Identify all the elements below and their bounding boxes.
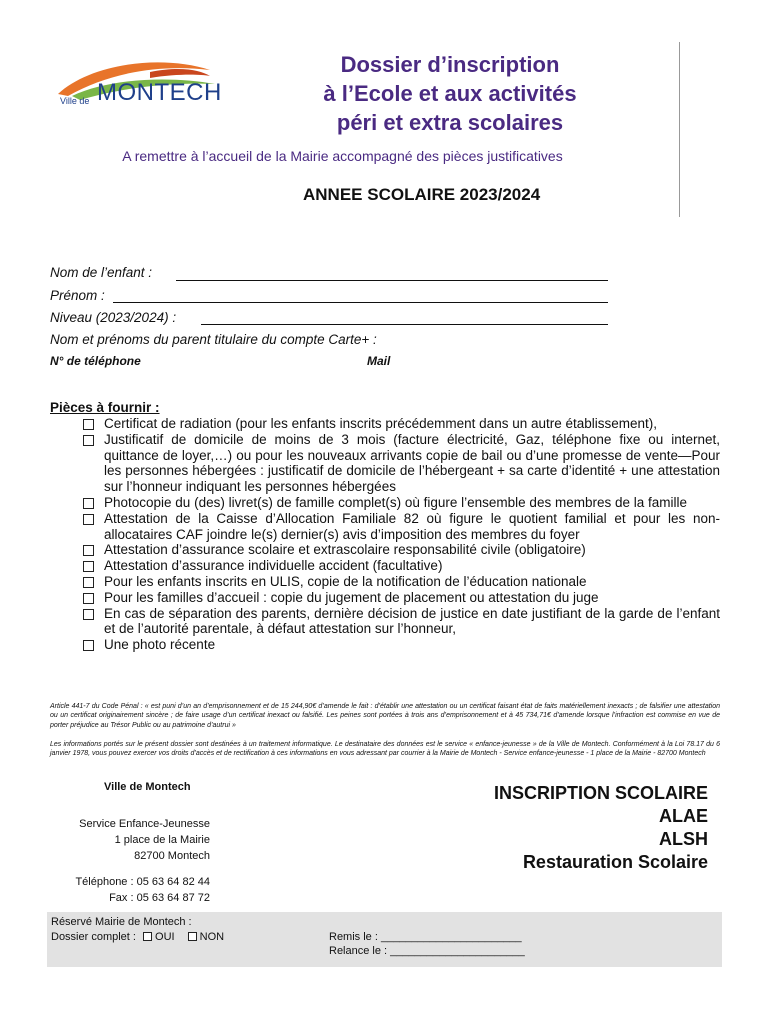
checkbox[interactable] (83, 498, 94, 509)
child-name-line[interactable] (176, 280, 608, 281)
inscription-block (494, 782, 708, 874)
pieces-list (83, 416, 720, 653)
non-label: NON (199, 931, 225, 943)
checkbox[interactable] (83, 514, 94, 525)
checkbox[interactable] (83, 545, 94, 556)
inscription-line: Restauration Scolaire (522, 852, 708, 872)
list-item: Attestation d’assurance individuelle accident (facultative) (83, 558, 720, 574)
mail-label: Mail (367, 354, 391, 368)
child-name-label: Nom de l’enfant : (50, 265, 153, 280)
page-title (270, 50, 630, 137)
contact-street: 1 place de la Mairie (114, 834, 210, 846)
inscription-line: ALSH (659, 829, 708, 849)
remis-le-field[interactable]: Remis le : _______________________ (329, 931, 522, 943)
checkbox[interactable] (83, 577, 94, 588)
contact-phones (30, 874, 210, 906)
checkbox[interactable] (83, 593, 94, 604)
parent-name-label: Nom et prénoms du parent titulaire du compte Carte+ : (50, 332, 377, 347)
checkbox[interactable] (83, 435, 94, 446)
level-label: Niveau (2023/2024) : (50, 310, 177, 325)
first-name-label: Prénom : (50, 288, 105, 303)
logo-name-text: MONTECH (97, 79, 222, 106)
dossier-complete-label: Dossier complet : (51, 931, 136, 943)
reserved-title: Réservé Mairie de Montech : (51, 916, 192, 928)
list-item: Photocopie du (des) livret(s) de famille complet(s) où figure l’ensemble des membres de la famille (83, 495, 720, 511)
first-name-line[interactable] (113, 302, 608, 303)
level-line[interactable] (201, 324, 608, 325)
legal-article: Article 441-7 du Code Pénal : « est puni d’un an d’emprisonnement et de 15 244,90€ d’amende le fait : d’établir une attestation ou un certificat faisant état de faits matériellement inexacts ; de falsifier une attestation ou un certificat originairement sincère ; de faire usage d’un certificat inexact ou falsifié. Les peines sont portées à trois ans d’emprisonnement et à 45 734,71€ d’amende lorsque l’infraction est commise en vue de porter préjudice au Trésor Public ou au patrimoine d’autrui » (50, 703, 720, 729)
list-item: Attestation de la Caisse d’Allocation Familiale 82 où figure le quotient familial et pour les non-allocataires CAF joindre le(s) dernier(s) avis d’imposition des membres du foyer (83, 511, 720, 543)
legal-informatique: Les informations portés sur le présent dossier sont destinées à un traitement informatique. Le destinataire des données est le service « enfance-jeunesse » de la Ville de Montech. Conformément à la Loi 78.17 du 6 janvier 1978, vous pouvez exercer vos droits d’accès et de rectification à ces informations en vous adressant par courrier à la Mairie de Montech - Service enfance-jeunesse - 1 place de la Mairie - 82700 Montech (50, 741, 720, 758)
checkbox[interactable] (83, 561, 94, 572)
vertical-divider (679, 42, 680, 217)
list-item: Une photo récente (83, 637, 720, 653)
title-line-1: Dossier d’inscription (340, 52, 560, 77)
contact-service: Service Enfance-Jeunesse (79, 818, 210, 830)
title-line-2: à l’Ecole et aux activités (323, 81, 577, 106)
title-line-3: péri et extra scolaires (336, 110, 564, 135)
checkbox[interactable] (83, 419, 94, 430)
list-item: En cas de séparation des parents, dernière décision de justice en date justifiant de la garde de l’enfant et de l’autorité parentale, à défaut attestation sur l’honneur, (83, 606, 720, 638)
list-item: Justificatif de domicile de moins de 3 mois (facture électricité, Gaz, téléphone fixe ou internet, quittance de loyer,…) ou pour les nouveaux arrivants copie de bail ou d’une promesse de vente—Pour les personnes hébergées : justificatif de domicile de l’hébergeant + sa carte d’identité + une attestation sur l’honneur indiquant les personnes hébergées (83, 432, 720, 495)
checkbox[interactable] (83, 640, 94, 651)
list-item: Attestation d’assurance scolaire et extrascolaire responsabilité civile (obligatoire) (83, 542, 720, 558)
oui-checkbox[interactable] (143, 932, 152, 941)
inscription-line: INSCRIPTION SCOLAIRE (493, 783, 708, 803)
contact-address (30, 816, 210, 864)
logo-ville-text: Ville de (60, 96, 90, 106)
school-year-heading: ANNEE SCOLAIRE 2023/2024 (303, 185, 541, 204)
non-checkbox[interactable] (188, 932, 197, 941)
reserved-box (47, 912, 722, 967)
contact-city: 82700 Montech (134, 850, 210, 862)
dossier-complete-row (51, 931, 224, 943)
contact-title: Ville de Montech (104, 781, 191, 793)
contact-fax: Fax : 05 63 64 87 72 (109, 892, 210, 904)
list-item: Pour les familles d’accueil : copie du jugement de placement ou attestation du juge (83, 590, 720, 606)
list-item: Certificat de radiation (pour les enfants inscrits précédemment dans un autre établissement), (83, 416, 720, 432)
list-item: Pour les enfants inscrits en ULIS, copie de la notification de l’éducation nationale (83, 574, 720, 590)
montech-logo (50, 50, 250, 130)
contact-telephone: Téléphone : 05 63 64 82 44 (75, 876, 210, 888)
inscription-line: ALAE (659, 806, 708, 826)
oui-label: OUI (155, 931, 175, 943)
relance-le-field[interactable]: Relance le : ______________________ (329, 945, 525, 957)
phone-label: N° de téléphone (50, 354, 141, 368)
checkbox[interactable] (83, 609, 94, 620)
pieces-title: Pièces à fournir : (50, 400, 160, 415)
subtitle: A remettre à l’accueil de la Mairie accompagné des pièces justificatives (122, 148, 563, 164)
